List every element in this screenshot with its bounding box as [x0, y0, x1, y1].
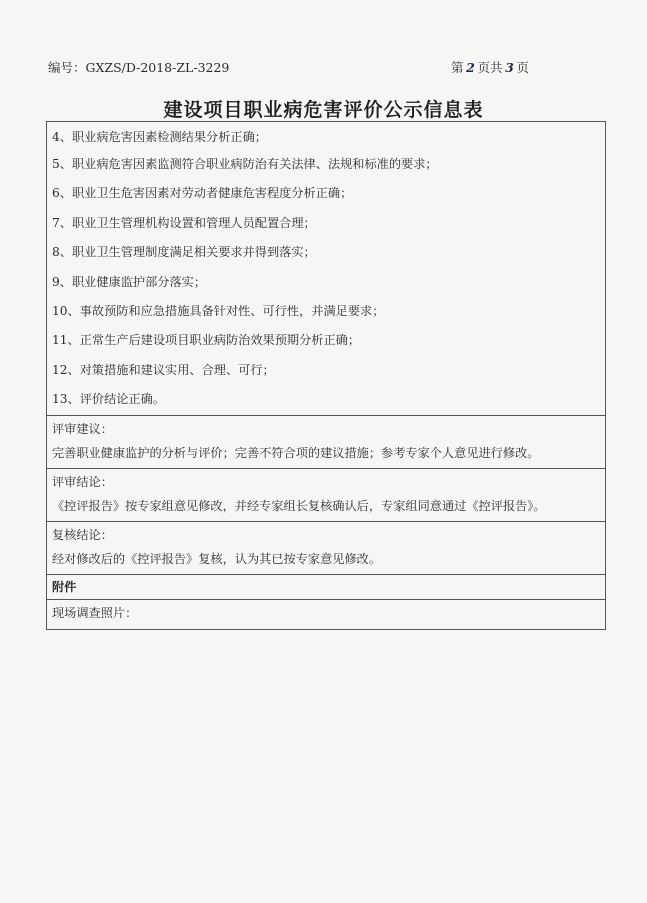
review-item: 13、评价结论正确。 [52, 392, 166, 407]
recheck-conclusion-label: 复核结论： [52, 527, 113, 542]
review-conclusion-label: 评审结论： [52, 474, 113, 489]
page-prefix: 第 [450, 60, 464, 75]
document-number: 编号：GXZS/D-2018-ZL-3229 [48, 60, 230, 75]
page-middle: 页共 [477, 60, 503, 75]
review-suggestions-label: 评审建议： [52, 421, 113, 436]
review-item: 10、事故预防和应急措施具备针对性、可行性，并满足要求； [52, 303, 385, 318]
total-pages-number: 3 [505, 60, 514, 75]
annex-header-row [47, 574, 605, 599]
site-photos-label: 现场调查照片： [52, 605, 138, 620]
page-suffix: 页 [516, 60, 529, 75]
page-indicator [451, 58, 529, 76]
review-items [47, 122, 605, 415]
review-item: 5、职业病危害因素监测符合职业病防治有关法律、法规和标准的要求； [52, 157, 438, 171]
review-conclusion-section [47, 468, 605, 521]
info-table [46, 121, 606, 630]
current-page-number: 2 [466, 60, 475, 75]
review-suggestions-section [47, 415, 605, 468]
recheck-conclusion-text: 经对修改后的《控评报告》复核，认为其已按专家意见修改。 [52, 551, 382, 566]
page-header [48, 58, 529, 78]
annex-content-row [47, 599, 605, 629]
review-conclusion-text: 《控评报告》按专家组意见修改，并经专家组长复核确认后，专家组同意通过《控评报告》。 [52, 498, 546, 513]
document-title: 建设项目职业病危害评价公示信息表 [163, 99, 484, 121]
review-item: 8、职业卫生管理制度满足相关要求并得到落实； [52, 245, 316, 260]
review-item: 11、正常生产后建设项目职业病防治效果预期分析正确； [52, 333, 361, 348]
review-item: 4、职业病危害因素检测结果分析正确； [52, 130, 267, 144]
recheck-conclusion-section [47, 521, 605, 574]
annex-label: 附件 [52, 579, 77, 594]
review-item: 7、职业卫生管理机构设置和管理人员配置合理； [52, 215, 316, 230]
review-item: 9、职业健康监护部分落实； [52, 274, 207, 289]
review-suggestions-text: 完善职业健康监护的分析与评价；完善不符合项的建议措施；参考专家个人意见进行修改。 [52, 445, 540, 460]
review-item: 6、职业卫生危害因素对劳动者健康危害程度分析正确； [52, 186, 353, 201]
review-item: 12、对策措施和建议实用、合理、可行； [52, 362, 275, 377]
